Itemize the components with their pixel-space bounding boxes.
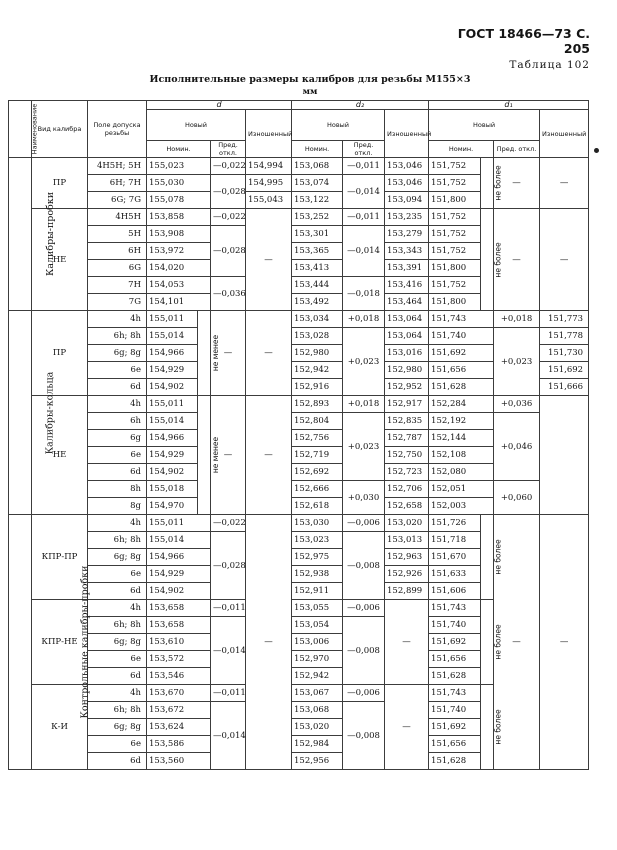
d2-nom-cell: 152,942	[292, 668, 343, 685]
d2-nom-cell: 153,020	[292, 719, 343, 736]
tol-cell: 6h	[88, 413, 147, 430]
d1-worn-cell: —	[540, 158, 589, 209]
d1-worn-cell: —	[540, 515, 589, 770]
d1-pred-cell: +0,046	[494, 413, 540, 481]
tol-cell: 8h	[88, 481, 147, 498]
tol-cell: 6e	[88, 566, 147, 583]
tol-cell: 6g; 8g	[88, 719, 147, 736]
d2-worn-cell: 152,723	[385, 464, 429, 481]
d2-worn-cell: 153,046	[385, 158, 429, 175]
tol-cell: 6H	[88, 243, 147, 260]
d2-nom-cell: 152,984	[292, 736, 343, 753]
d2-nom-cell: 152,618	[292, 498, 343, 515]
d1-pred-cell: —	[494, 209, 540, 311]
group-label: Контрольные калибры-пробки	[9, 515, 32, 770]
d2-nom-cell: 152,938	[292, 566, 343, 583]
tol-cell: 6G; 7G	[88, 192, 147, 209]
d1-worn-cell: 151,778	[540, 328, 589, 345]
d-worn-cell: 154,995	[246, 175, 292, 192]
d-nom-cell: 154,970	[147, 498, 198, 515]
d1-worn-cell: 151,730	[540, 345, 589, 362]
d2-worn-cell: 153,416	[385, 277, 429, 294]
d2-nom-cell: 153,444	[292, 277, 343, 294]
d-pred-cell: —	[211, 396, 246, 515]
d-nom-cell: 153,560	[147, 753, 211, 770]
table-caption: Исполнительные размеры калибров для резьбы M155×3	[149, 74, 471, 85]
d2-worn-cell: 153,046	[385, 175, 429, 192]
d2-pred-cell: —0,008	[343, 702, 385, 770]
d2-worn-cell: 152,899	[385, 583, 429, 600]
d-pred-cell: —0,028	[211, 532, 246, 600]
d1-pred-cell: +0,036	[494, 396, 540, 413]
no-less-note: не менее	[198, 396, 211, 515]
d2-worn-cell: 153,279	[385, 226, 429, 243]
d1-nom-cell: 151,628	[429, 379, 494, 396]
d-nom-cell: 153,658	[147, 617, 211, 634]
tol-cell: 6h; 8h	[88, 702, 147, 719]
d1-nom-cell: 152,192	[429, 413, 494, 430]
tol-cell: 6h; 8h	[88, 532, 147, 549]
d2-worn-cell: 153,064	[385, 311, 429, 328]
tol-cell: 6g; 8g	[88, 634, 147, 651]
d-nom-cell: 154,020	[147, 260, 211, 277]
d2-worn-cell: 152,980	[385, 362, 429, 379]
d1-new-header: Новый	[429, 110, 540, 141]
d2-nom-cell: 153,034	[292, 311, 343, 328]
d-nom-cell: 154,902	[147, 464, 198, 481]
d1-nom-cell: 152,003	[429, 498, 494, 515]
d1-pred-cell: —	[494, 515, 540, 770]
kind-cell: ПР	[32, 158, 88, 209]
d1-pred-header: Пред. откл.	[494, 141, 540, 158]
d-pred-header: Пред. откл.	[211, 141, 246, 158]
d2-nom-cell: 152,980	[292, 345, 343, 362]
d1-nom-cell: 151,606	[429, 583, 481, 600]
margin-dot	[594, 148, 599, 153]
d1-nom-cell: 151,743	[429, 600, 481, 617]
tol-cell: 6e	[88, 362, 147, 379]
table-row	[9, 158, 589, 175]
tol-cell: 4H5H; 5H	[88, 158, 147, 175]
d2-nom-header: Номин.	[292, 141, 343, 158]
header-row-1	[9, 101, 589, 110]
tol-cell: 6e	[88, 651, 147, 668]
d2-nom-cell: 153,068	[292, 158, 343, 175]
d-nom-header: Номин.	[147, 141, 211, 158]
d2-nom-cell: 152,975	[292, 549, 343, 566]
d2-nom-cell: 153,492	[292, 294, 343, 311]
d1-nom-header: Номин.	[429, 141, 494, 158]
tol-cell: 7G	[88, 294, 147, 311]
d-worn-cell: —	[246, 515, 292, 770]
d1-nom-cell: 151,743	[429, 311, 494, 328]
d1-nom-cell: 151,692	[429, 634, 481, 651]
d2-nom-cell: 152,692	[292, 464, 343, 481]
tol-cell: 6d	[88, 379, 147, 396]
d2-worn-cell: 152,963	[385, 549, 429, 566]
tol-cell: 6h; 8h	[88, 328, 147, 345]
d-nom-cell: 154,966	[147, 430, 198, 447]
units-label: мм	[302, 87, 318, 97]
no-more-note: не более	[481, 209, 494, 311]
d2-nom-cell: 153,067	[292, 685, 343, 702]
table-row	[9, 515, 589, 532]
d2-worn-cell: 153,020	[385, 515, 429, 532]
d1-nom-cell: 151,628	[429, 753, 481, 770]
d1-nom-cell: 151,740	[429, 617, 481, 634]
tol-cell: 4h	[88, 600, 147, 617]
d1-worn-cell: 151,666	[540, 379, 589, 396]
tol-cell: 8g	[88, 498, 147, 515]
d2-worn-cell: 152,917	[385, 396, 429, 413]
d2-nom-cell: 153,030	[292, 515, 343, 532]
table-row	[9, 396, 589, 413]
tol-cell: 7H	[88, 277, 147, 294]
d2-worn-cell: 153,013	[385, 532, 429, 549]
d-pred-cell: —0,022	[211, 515, 246, 532]
d2-pred-cell: +0,023	[343, 413, 385, 481]
tol-cell: 6e	[88, 447, 147, 464]
d2-worn-cell: 152,706	[385, 481, 429, 498]
col-name-header: Наименование	[9, 101, 32, 158]
d2-pred-header: Пред. откл.	[343, 141, 385, 158]
table-row	[9, 413, 589, 430]
tol-cell: 6G	[88, 260, 147, 277]
tol-cell: 6g; 8g	[88, 549, 147, 566]
d2-nom-cell: 153,054	[292, 617, 343, 634]
kind-cell: КПР-ПР	[32, 515, 88, 600]
d-pred-cell: —0,028	[211, 175, 246, 209]
d-nom-cell: 155,014	[147, 413, 198, 430]
d2-nom-cell: 152,970	[292, 651, 343, 668]
no-more-note: не более	[481, 685, 494, 770]
d-nom-cell: 155,023	[147, 158, 211, 175]
d-nom-cell: 155,011	[147, 396, 198, 413]
d2-nom-cell: 153,252	[292, 209, 343, 226]
d1-nom-cell: 152,080	[429, 464, 494, 481]
d2-nom-cell: 152,911	[292, 583, 343, 600]
d-nom-cell: 155,011	[147, 311, 198, 328]
d1-nom-cell: 151,740	[429, 328, 494, 345]
tol-cell: 6h; 8h	[88, 617, 147, 634]
d2-nom-cell: 153,074	[292, 175, 343, 192]
table-row	[9, 209, 589, 226]
d2-nom-cell: 152,756	[292, 430, 343, 447]
d-pred-cell: —0,036	[211, 277, 246, 311]
col-tol-header: Поле допуска резьбы	[88, 101, 147, 158]
d2-nom-cell: 153,068	[292, 702, 343, 719]
d-nom-cell: 153,658	[147, 600, 211, 617]
kind-cell: ПР	[32, 311, 88, 396]
d2-worn-cell: 153,391	[385, 260, 429, 277]
d1-worn-header: Изношенный	[540, 110, 589, 158]
d2-worn-cell: 152,658	[385, 498, 429, 515]
d-nom-cell: 153,972	[147, 243, 211, 260]
d-nom-cell: 154,929	[147, 566, 211, 583]
d1-nom-cell: 151,800	[429, 192, 481, 209]
tol-cell: 6d	[88, 583, 147, 600]
d2-pred-cell: —0,014	[343, 226, 385, 277]
d-nom-cell: 154,929	[147, 447, 198, 464]
d1-nom-cell: 151,752	[429, 226, 481, 243]
d1-nom-cell: 152,108	[429, 447, 494, 464]
no-more-note: не более	[481, 158, 494, 209]
d1-nom-cell: 151,656	[429, 362, 494, 379]
d1-nom-cell: 151,752	[429, 158, 481, 175]
d2-worn-cell: 153,343	[385, 243, 429, 260]
d-nom-cell: 153,610	[147, 634, 211, 651]
d-worn-cell: 155,043	[246, 192, 292, 209]
d1-nom-cell: 151,633	[429, 566, 481, 583]
col-kind-header: Вид калибра	[32, 101, 88, 158]
tol-cell: 6d	[88, 753, 147, 770]
d-nom-cell: 154,966	[147, 345, 198, 362]
d1-nom-cell: 151,743	[429, 685, 481, 702]
d2-worn-cell: 153,235	[385, 209, 429, 226]
no-less-note: не менее	[198, 311, 211, 396]
d-pred-cell: —0,028	[211, 226, 246, 277]
d2-pred-cell: —0,006	[343, 600, 385, 617]
d2-pred-cell: —0,018	[343, 277, 385, 311]
d-nom-cell: 153,908	[147, 226, 211, 243]
calibre-table	[8, 100, 589, 770]
d1-nom-cell: 152,144	[429, 430, 494, 447]
d2-worn-cell: —	[385, 600, 429, 685]
d2-nom-cell: 153,413	[292, 260, 343, 277]
d2-pred-cell: +0,018	[343, 311, 385, 328]
d1-nom-cell: 151,800	[429, 260, 481, 277]
tol-cell: 5H	[88, 226, 147, 243]
page-header: ГОСТ 18466—73 С. 205	[457, 26, 590, 56]
d1-pred-cell: +0,060	[494, 481, 540, 515]
d-pred-cell: —0,011	[211, 685, 246, 702]
table-row	[9, 328, 589, 345]
d1-nom-cell: 151,718	[429, 532, 481, 549]
kind-cell: НЕ	[32, 209, 88, 311]
d2-nom-cell: 153,301	[292, 226, 343, 243]
d2-nom-cell: 153,023	[292, 532, 343, 549]
d2-nom-cell: 153,055	[292, 600, 343, 617]
d-nom-cell: 154,902	[147, 583, 211, 600]
d-worn-cell: —	[246, 209, 292, 311]
d2-pred-cell: +0,023	[343, 328, 385, 396]
d2-pred-cell: —0,011	[343, 209, 385, 226]
table-row	[9, 311, 589, 328]
d-nom-cell: 155,018	[147, 481, 198, 498]
d1-nom-cell: 152,284	[429, 396, 494, 413]
d-nom-cell: 154,053	[147, 277, 211, 294]
tol-cell: 4h	[88, 396, 147, 413]
d-pred-cell: —0,011	[211, 600, 246, 617]
d2-nom-cell: 153,365	[292, 243, 343, 260]
d1-worn-cell: 151,692	[540, 362, 589, 379]
col-d1-header: d₁	[429, 101, 589, 110]
d2-worn-cell: 152,750	[385, 447, 429, 464]
d2-worn-cell: 152,926	[385, 566, 429, 583]
d-nom-cell: 153,546	[147, 668, 211, 685]
tol-cell: 6H; 7H	[88, 175, 147, 192]
d-nom-cell: 153,858	[147, 209, 211, 226]
d2-nom-cell: 152,804	[292, 413, 343, 430]
kind-cell: НЕ	[32, 396, 88, 515]
d2-nom-cell: 152,719	[292, 447, 343, 464]
d1-nom-cell: 151,656	[429, 651, 481, 668]
d-nom-cell: 155,030	[147, 175, 211, 192]
d-nom-cell: 153,624	[147, 719, 211, 736]
col-d-header: d	[147, 101, 292, 110]
d2-pred-cell: +0,018	[343, 396, 385, 413]
table-row	[9, 481, 589, 498]
tol-cell: 4H5H	[88, 209, 147, 226]
d2-worn-cell: 153,064	[385, 328, 429, 345]
d2-nom-cell: 152,956	[292, 753, 343, 770]
d2-nom-cell: 153,028	[292, 328, 343, 345]
d-nom-cell: 153,586	[147, 736, 211, 753]
d-pred-cell: —0,022	[211, 209, 246, 226]
d1-nom-cell: 151,726	[429, 515, 481, 532]
d1-nom-cell: 152,051	[429, 481, 494, 498]
tol-cell: 6g	[88, 430, 147, 447]
d-nom-cell: 154,101	[147, 294, 211, 311]
d1-pred-cell: —	[494, 158, 540, 209]
d1-nom-cell: 151,740	[429, 702, 481, 719]
d2-nom-cell: 152,916	[292, 379, 343, 396]
d-nom-cell: 155,078	[147, 192, 211, 209]
d1-nom-cell: 151,752	[429, 209, 481, 226]
d1-worn-cell: —	[540, 209, 589, 311]
d1-worn-cell: 151,773	[540, 311, 589, 328]
tol-cell: 6d	[88, 668, 147, 685]
d1-nom-cell: 151,752	[429, 243, 481, 260]
d-nom-cell: 155,014	[147, 328, 198, 345]
d2-pred-cell: —0,008	[343, 532, 385, 600]
d-nom-cell: 153,572	[147, 651, 211, 668]
tol-cell: 4h	[88, 515, 147, 532]
d2-worn-cell: 152,787	[385, 430, 429, 447]
d-nom-cell: 153,670	[147, 685, 211, 702]
tol-cell: 6d	[88, 464, 147, 481]
d2-nom-cell: 153,006	[292, 634, 343, 651]
d-worn-cell: —	[246, 311, 292, 396]
d-nom-cell: 155,011	[147, 515, 211, 532]
d2-worn-cell: 152,952	[385, 379, 429, 396]
d1-pred-cell: +0,018	[494, 311, 540, 328]
group-label: Калибры-кольца	[9, 311, 32, 515]
tol-cell: 6e	[88, 736, 147, 753]
d2-nom-cell: 152,893	[292, 396, 343, 413]
d2-pred-cell: —0,008	[343, 617, 385, 685]
d1-nom-cell: 151,752	[429, 175, 481, 192]
d1-nom-cell: 151,692	[429, 719, 481, 736]
d-pred-cell: —0,014	[211, 702, 246, 770]
d1-nom-cell: 151,628	[429, 668, 481, 685]
no-more-note: не более	[481, 515, 494, 600]
d2-worn-header: Изношенный	[385, 110, 429, 158]
d-new-header: Новый	[147, 110, 246, 141]
d1-nom-cell: 151,752	[429, 277, 481, 294]
d-nom-cell: 155,014	[147, 532, 211, 549]
d-pred-cell: —0,014	[211, 617, 246, 685]
d2-pred-cell: +0,030	[343, 481, 385, 515]
table-number: Таблица 102	[509, 59, 590, 71]
d-worn-cell: —	[246, 396, 292, 515]
d1-nom-cell: 151,692	[429, 345, 494, 362]
d2-pred-cell: —0,006	[343, 685, 385, 702]
d1-nom-cell: 151,670	[429, 549, 481, 566]
tol-cell: 6g; 8g	[88, 345, 147, 362]
d2-pred-cell: —0,006	[343, 515, 385, 532]
d2-worn-cell: 153,464	[385, 294, 429, 311]
no-more-note: не более	[481, 600, 494, 685]
d2-worn-cell: 153,016	[385, 345, 429, 362]
d2-nom-cell: 152,942	[292, 362, 343, 379]
d-nom-cell: 154,966	[147, 549, 211, 566]
d2-worn-cell: 152,835	[385, 413, 429, 430]
d-nom-cell: 154,902	[147, 379, 198, 396]
d1-nom-cell: 151,656	[429, 736, 481, 753]
tol-cell: 4h	[88, 311, 147, 328]
group-label: Калибры-пробки	[9, 158, 32, 311]
d-pred-cell: —0,022	[211, 158, 246, 175]
d-pred-cell: —	[211, 311, 246, 396]
d2-nom-cell: 152,666	[292, 481, 343, 498]
kind-cell: КПР-НЕ	[32, 600, 88, 685]
d2-worn-cell: 153,094	[385, 192, 429, 209]
tol-cell: 4h	[88, 685, 147, 702]
d2-pred-cell: —0,014	[343, 175, 385, 209]
d-worn-cell: 154,994	[246, 158, 292, 175]
d2-worn-cell: —	[385, 685, 429, 770]
d2-new-header: Новый	[292, 110, 385, 141]
d1-worn-cell	[540, 396, 589, 515]
d2-nom-cell: 153,122	[292, 192, 343, 209]
d1-nom-cell: 151,800	[429, 294, 481, 311]
d2-pred-cell: —0,011	[343, 158, 385, 175]
d-nom-cell: 154,929	[147, 362, 198, 379]
d1-pred-cell: +0,023	[494, 328, 540, 396]
col-d2-header: d₂	[292, 101, 429, 110]
kind-cell: К-И	[32, 685, 88, 770]
d-nom-cell: 153,672	[147, 702, 211, 719]
d-worn-header: Изношенный	[246, 110, 292, 158]
